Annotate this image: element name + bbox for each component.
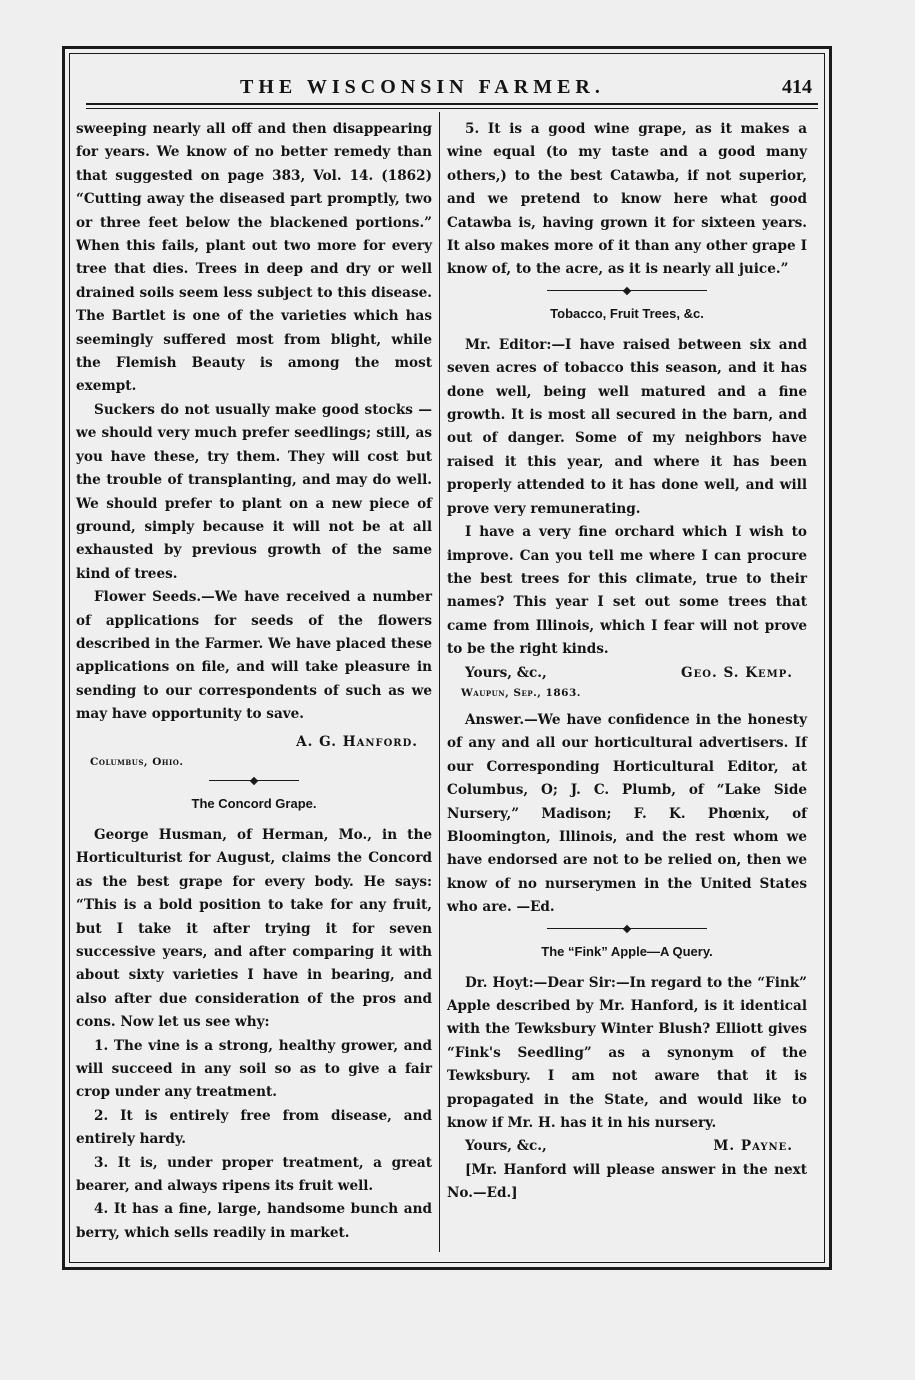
paragraph-concord-intro: George Husman, of Herman, Mo., in the Horticulturist for August, claims the Concord as the best grape for every body. He says: “This is a bold position to take for any fruit, but I take it after trying it for seven successive years, and after comparing it with about sixty varieties I have in bearing, and also after due consideration of the pros and cons. Now let us see why: (76, 826, 432, 1031)
right-column (447, 118, 807, 1206)
paragraph-blight: sweeping nearly all off and then disappearing for years. We know of no better remedy than that suggested on page 383, Vol. 14. (1862) “Cutting away the diseased part promptly, two or three feet below the blackened portions.” When this fails, plant out two more for every tree that dies. Trees in deep and dry or well drained soils seem less subject to this disease. The Bartlet is one of the varieties which has seemingly suffered most from blight, while the Flemish Beauty is among the most exempt. (76, 121, 432, 395)
header-rule-thin (86, 108, 818, 109)
article-title-fink: The “Fink” Apple—A Query. (541, 943, 713, 959)
section-separator (209, 778, 299, 784)
closing-yours: Yours, &c., (465, 664, 547, 681)
article-title-concord: The Concord Grape. (191, 795, 317, 811)
editor-note: [Mr. Hanford will please answer in the next No.—Ed.] (447, 1161, 807, 1202)
left-column (76, 118, 432, 1245)
list-item: 5. It is a good wine grape, as it makes a wine equal (to my taste and a good many others,) to the best Catawba, if not superior, and we pretend to know here what good Catawba is, having grown it for sixteen years. It also makes more of it than any other grape I know of, to the acre, as it is nearly all juice.” (447, 121, 807, 278)
header-rule-thick (86, 103, 818, 105)
paragraph-tobacco: Mr. Editor:—I have raised between six and seven acres of tobacco this season, and it has done well, being well matured and a fine growth. It is most all secured in the barn, and out of danger. Some of my neighbors have raised it this year, and where it has been properly attended to it has done well, and will prove very remunerating. (447, 336, 807, 517)
dateline-columbus: Columbus, Ohio. (90, 755, 184, 768)
column-divider (439, 112, 440, 1252)
masthead-title: THE WISCONSIN FARMER. (240, 76, 605, 98)
closing-yours: Yours, &c., (465, 1138, 547, 1155)
list-item: 1. The vine is a strong, healthy grower, and will succeed in any soil so as to give a fair crop under any treatment. (76, 1037, 432, 1101)
signature-payne: M. Payne. (713, 1138, 793, 1155)
article-title-tobacco: Tobacco, Fruit Trees, &c. (550, 305, 704, 321)
section-separator (547, 288, 707, 294)
signature-kemp: Geo. S. Kemp. (681, 664, 793, 681)
paragraph-fink: Dr. Hoyt:—Dear Sir:—In regard to the “Fink” Apple described by Mr. Hanford, is it identical with the Tewksbury Winter Blush? Elliott gives “Fink's Seedling” as a synonym of the Tewksbury. I am not aware that it is propagated in the State, and would like to know if Mr. H. has it in his nursery. (447, 974, 807, 1132)
dateline-waupun: Waupun, Sep., 1863. (461, 686, 581, 699)
page-header (80, 72, 816, 104)
signature-hanford (76, 731, 432, 754)
page-number: 414 (782, 76, 812, 98)
closing-kemp (447, 662, 807, 685)
paragraph-answer: Answer.—We have confidence in the honesty of any and all our horticultural advertisers. If our Corresponding Horticultural Editor, at Columbus, O; J. C. Plumb, of “Lake Side Nursery,” Madison; F. K. Phœnix, of Bloomington, Illinois, and the rest whom we have endorsed are not to be relied on, then we know of no nurserymen in the United States who are. —Ed. (447, 711, 807, 916)
section-separator (547, 926, 707, 932)
paragraph-suckers: Suckers do not usually make good stocks —we should very much prefer seedlings; still, as you have these, try them. They will cost but the trouble of transplanting, and may do well. We should prefer to plant on a new piece of ground, simply because it will not be at all exhausted by previous growth of the same kind of trees. (76, 401, 432, 582)
paragraph-orchard: I have a very fine orchard which I wish to improve. Can you tell me where I can procure the best trees for this climate, true to their names? This year I set out some trees that came from Illinois, which I fear will not prove to be the right kinds. (447, 524, 807, 658)
list-item: 3. It is, under proper treatment, a great bearer, and always ripens its fruit well. (76, 1154, 432, 1195)
signature-name: A. G. Hanford. (296, 733, 418, 750)
closing-payne (447, 1135, 807, 1158)
list-item: 4. It has a fine, large, handsome bunch and berry, which sells readily in market. (76, 1201, 432, 1241)
list-item: 2. It is entirely free from disease, and entirely hardy. (76, 1107, 432, 1148)
paragraph-flower-seeds: Flower Seeds.—We have received a number of applications for seeds of the flowers described in the Farmer. We have placed these applications on file, and will take pleasure in sending to our correspondents of such as we may have opportunity to save. (76, 589, 432, 723)
